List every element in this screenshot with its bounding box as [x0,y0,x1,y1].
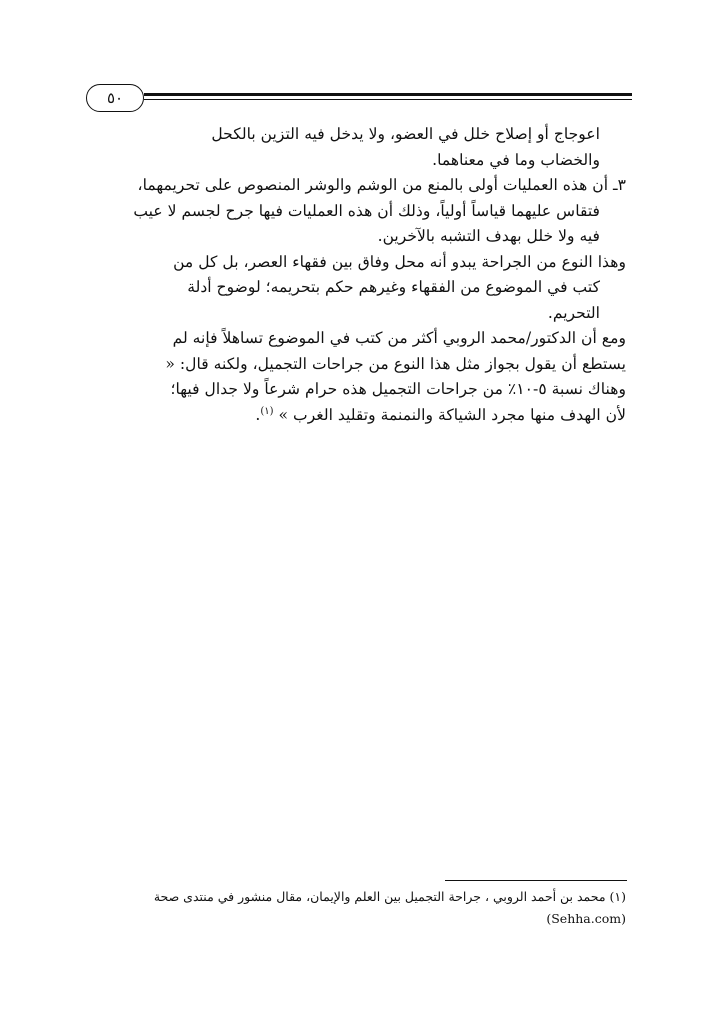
body-line-12-text: لأن الهدف منها مجرد الشياكة والنمنمة وتقليد الغرب » [278,405,626,424]
body-line-2: والخضاب وما في معناهما. [432,150,600,169]
body-line-10: يستطع أن يقول بجواز مثل هذا النوع من جراحات التجميل، ولكنه قال: « [165,354,626,373]
body-line-12 [84,403,626,429]
page-number: ٥٠ [86,84,144,112]
body-line-3: ٣ـ أن هذه العمليات أولى بالمنع من الوشم والوشر المنصوص على تحريمهما، [137,176,626,194]
page-header [86,84,642,114]
header-rule-thick [144,93,632,96]
final-period: . [255,405,261,424]
body-line-11: وهناك نسبة ٥-١٠٪ من جراحات التجميل هذه حرام شرعاً ولا جدال فيها؛ [170,380,626,398]
body-line-8: التحريم. [547,303,600,322]
footnote-separator [445,880,627,881]
body-line-5: فيه ولا خلل بهدف التشبه بالآخرين. [377,227,600,245]
footnote [84,886,626,930]
body-line-7: كتب في الموضوع من الفقهاء وغيرهم حكم بتحريمه؛ لوضوح أدلة [187,278,600,296]
header-rule-thin [144,99,632,100]
body-line-1: اعوجاج أو إصلاح خلل في العضو، ولا يدخل فيه التزين بالكحل [211,125,600,143]
body-line-9: ومع أن الدكتور/محمد الروبي أكثر من كتب في الموضوع تساهلاً فإنه لم [172,329,626,347]
footnote-reference[interactable]: (١) [260,405,274,417]
body-text [84,122,626,428]
footnote-line-1: (١) محمد بن أحمد الروبي ، جراحة التجميل بين العلم والإيمان، مقال منشور في منتدى صحة [153,889,626,904]
body-line-6: وهذا النوع من الجراحة يبدو أنه محل وفاق بين فقهاء العصر، بل كل من [173,252,626,271]
body-line-4: فتقاس عليهما قياساً أولياً، وذلك أن هذه العمليات فيها جرح لجسم لا عيب [133,201,600,220]
footnote-line-2: (Sehha.com) [546,911,626,926]
